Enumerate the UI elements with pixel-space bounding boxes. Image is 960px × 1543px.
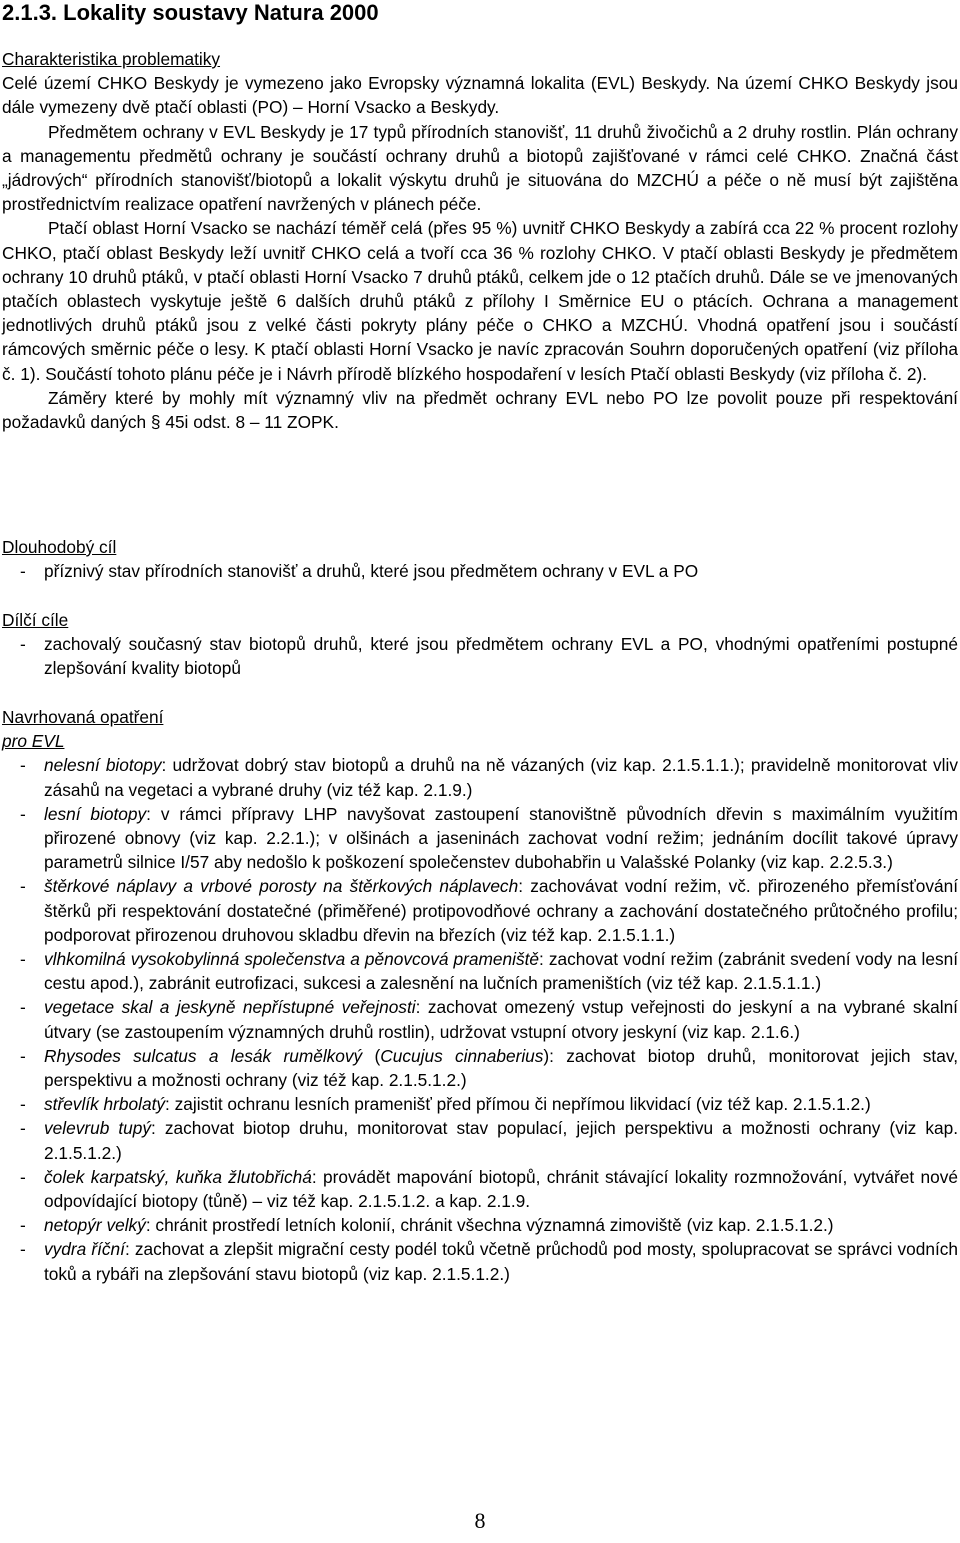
list-item: - nelesní biotopy: udržovat dobrý stav biotopů a druhů na ně vázaných (viz kap. 2.1.5.1.1.); pravidelně monitorovat vliv zásahů na vegetaci a vybrané druhy (viz též kap. 2.1.9.)	[20, 755, 958, 800]
measures-list	[2, 753, 958, 1285]
proposed-measures-subtitle: pro EVL	[2, 731, 65, 752]
partial-goals-list	[2, 632, 958, 680]
list-item: - lesní biotopy: v rámci přípravy LHP navyšovat zastoupení stanovištně původních dřevin s maximálním využitím přirozené obnovy (viz kap. 2.2.1.); v olšinách a jaseninách zachovat vodní režim; jednáním docílit takové úpravy parametrů silnice I/57 aby nedošlo k poškození společenstev dubohabřin u Valašské Polanky (viz kap. 2.2.5.3.)	[20, 803, 958, 873]
characteristics-paragraph-1: Celé území CHKO Beskydy je vymezeno jako Evropsky významná lokalita (EVL) Beskydy. Na území CHKO Beskydy jsou dále vymezeny dvě ptačí oblasti (PO) – Horní Vsacko a Beskydy.	[2, 73, 958, 118]
long-term-goal-title: Dlouhodobý cíl	[2, 537, 117, 557]
characteristics-paragraph-2: Předmětem ochrany v EVL Beskydy je 17 typů přírodních stanovišť, 11 druhů živočichů a 2 druhy rostlin. Plán ochrany a managementu předmětů ochrany je součástí ochrany druhů a biotopů zajišťované v rámci celé CHKO. Značná část „jádrových“ přírodních stanovišť/biotopů a lokalit výskytu druhů je situována do MZCHÚ a péče o ně musí být zajištěna prostřednictvím realizace opatření navržených v plánech péče.	[2, 121, 958, 215]
long-term-goal-section	[2, 535, 958, 583]
list-item: - zachovalý současný stav biotopů druhů, které jsou předmětem ochrany EVL a PO, vhodnými opatřeními postupné zlepšování kvality biotopů	[20, 634, 958, 679]
partial-goals-title: Dílčí cíle	[2, 610, 69, 630]
characteristics-paragraph-4: Záměry které by mohly mít významný vliv na předmět ochrany EVL nebo PO lze povolit pouze při respektování požadavků daných § 45i odst. 8 – 11 ZOPK.	[2, 387, 958, 433]
proposed-measures-section	[2, 705, 958, 1286]
list-item: - štěrkové náplavy a vrbové porosty na štěrkových náplavech: zachovávat vodní režim, vč. přirozeného přemísťování štěrků při respektování dostatečné (přiměřené) protipovodňové ochrany a zachování dostatečného průtočného profilu; podporovat přirozenou druhovou skladbu dřevin na březích (viz též kap. 2.1.5.1.1.)	[20, 876, 958, 945]
proposed-measures-title: Navrhovaná opatření	[2, 707, 164, 727]
partial-goals-section	[2, 608, 958, 681]
list-item: - čolek karpatský, kuňka žlutobřichá: provádět mapování biotopů, chránit stávající lokality rozmnožování, vytvářet nové odpovídající biotopy (tůně) – viz též kap. 2.1.5.1.2. a kap. 2.1.9.	[20, 1166, 958, 1212]
characteristics-paragraph-3: Ptačí oblast Horní Vsacko se nachází téměř celá (přes 95 %) uvnitř CHKO Beskydy a zabírá cca 22 % procent rozlohy CHKO, ptačí oblast Beskydy leží uvnitř CHKO celá a tvoří cca 36 % rozlohy CHKO. V ptačí oblasti Beskydy je předmětem ochrany 10 druhů ptáků, v ptačí oblasti Horní Vsacko 7 druhů ptáků, celkem jde o 12 ptačích druhů. Dále se ve jmenovaných ptačích oblastech vyskytuje ještě 6 dalších druhů ptáků z přílohy I Směrnice EU o ptácích. Ochrana a management jednotlivých druhů ptáků jsou z velké části pokryty plány péče o CHKO a MZCHÚ. Vhodná opatření jsou i součástí rámcových směrnic péče o lesy. K ptačí oblasti Horní Vsacko je navíc zpracován Souhrn doporučených opatření (viz příloha č. 1). Součástí tohoto plánu péče je i Návrh přírodě blízkého hospodaření v lesích Ptačí oblasti Beskydy (viz příloha č. 2).	[2, 218, 958, 384]
list-item: - vegetace skal a jeskyně nepřístupné veřejnosti: zachovat omezený vstup veřejnosti do jeskyní a na vybrané skalní útvary (se zastoupením významných druhů rostlin), udržovat vstupní otvory jeskyní (viz kap. 2.1.6.)	[20, 997, 958, 1042]
characteristics-title: Charakteristika problematiky	[2, 49, 221, 69]
list-item: - střevlík hrbolatý: zajistit ochranu lesních pramenišť před přímou či nepřímou likvidací (viz též kap. 2.1.5.1.2.)	[20, 1094, 871, 1115]
page-number: 8	[474, 1508, 486, 1533]
list-item: - Rhysodes sulcatus a lesák rumělkový (Cucujus cinnaberius): zachovat biotop druhů, monitorovat jejich stav, perspektivu a možnosti ochrany (viz též kap. 2.1.5.1.2.)	[20, 1045, 958, 1091]
characteristics-section	[2, 47, 958, 434]
list-item: - vydra říční: zachovat a zlepšit migrační cesty podél toků včetně průchodů pod mosty, spolupracovat se správci vodních toků a rybáři na zlepšování stavu biotopů (viz kap. 2.1.5.1.2.)	[20, 1239, 959, 1284]
list-item: - vlhkomilná vysokobylinná společenstva a pěnovcová prameniště: zachovat vodní režim (zabránit svedení vody na lesní cestu apod.), zabránit eutrofizaci, sukcesi a zalesnění na lučních prameništích (viz též kap. 2.1.5.1.1.)	[20, 949, 958, 994]
list-item: - velevrub tupý: zachovat biotop druhu, monitorovat stav populací, jejich perspektivu a možnosti ochrany (viz kap. 2.1.5.1.2.)	[20, 1118, 958, 1163]
section-heading: 2.1.3. Lokality soustavy Natura 2000	[2, 0, 379, 25]
list-item: - příznivý stav přírodních stanovišť a druhů, které jsou předmětem ochrany v EVL a PO	[20, 561, 699, 582]
list-item: - netopýr velký: chránit prostředí letních kolonií, chránit všechna významná zimoviště (viz kap. 2.1.5.1.2.)	[20, 1215, 834, 1236]
long-term-goal-list	[2, 559, 958, 583]
